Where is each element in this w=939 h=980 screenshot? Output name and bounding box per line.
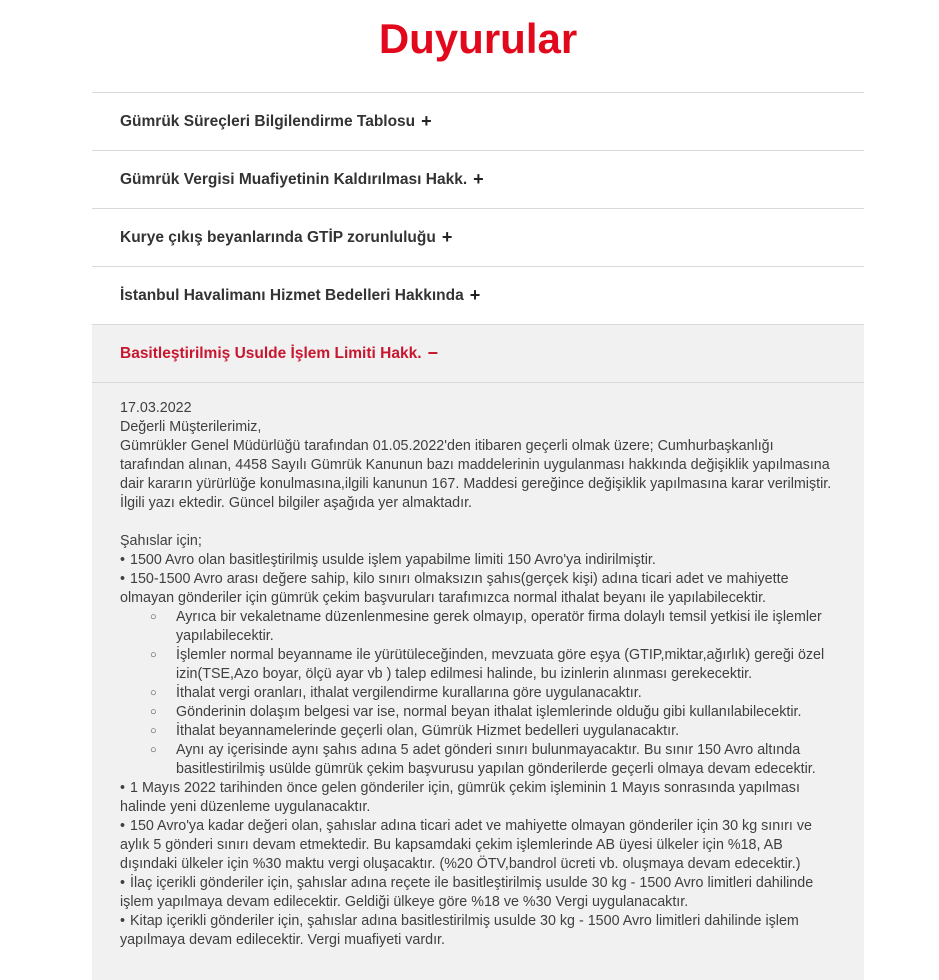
- plus-icon: +: [421, 111, 432, 131]
- accordion-item-basitlestirilmis-usul[interactable]: [92, 324, 864, 382]
- minus-icon: −: [427, 343, 439, 363]
- circle-bullet-marker: ○: [150, 744, 157, 756]
- announcement-date: 17.03.2022: [120, 400, 192, 416]
- bullet-marker: •: [120, 780, 126, 796]
- sub-bullet-text: İthalat beyannamelerinde geçerli olan, Gümrük Hizmet bedelleri uygulanacaktır.: [176, 723, 680, 739]
- plus-icon: +: [469, 285, 481, 305]
- sub-bullet-text: İşlemler normal beyanname ile yürütüleceğinden, mevzuata göre eşya (GTIP,miktar,ağırlık) gereği özel izin(TSE,Azo boyar, ölçü ayar vb ) talep edilmesi halinde, bu izinlerin alınması gerekecektir.: [176, 647, 825, 682]
- announcement-intro: Gümrükler Genel Müdürlüğü tarafından 01.05.2022'den itibaren geçerli olmak üzere; Cumhurbaşkanlığı tarafından alınan, 4458 Sayılı Gümrük Kanunun bazı maddelerinin uygulanması hakkında değişiklik yapılmasına dair kararın yürürlüğe konulmasına,ilgili kanunun 167. Maddesi gereğince değişiklik yapılmasına karar verilmiştir. İlgili yazı ektedir. Güncel bilgiler aşağıda yer almaktadır.: [120, 438, 832, 511]
- bullet-item: [120, 912, 836, 950]
- circle-bullet-marker: ○: [150, 611, 157, 623]
- plus-icon: +: [473, 169, 484, 189]
- circle-bullet-marker: ○: [150, 687, 157, 699]
- accordion-item-istanbul-havalimani[interactable]: [92, 266, 864, 324]
- spacer: [120, 513, 836, 532]
- plus-icon: +: [441, 227, 453, 247]
- accordion-item-gumruk-surecleri[interactable]: [92, 92, 864, 150]
- bullet-marker: •: [120, 571, 126, 587]
- sub-bullet-text: İthalat vergi oranları, ithalat vergilendirme kurallarına göre uygulanacaktır.: [176, 685, 642, 701]
- bullet-text: 150-1500 Avro arası değere sahip, kilo sınırı olmaksızın şahıs(gerçek kişi) adına ticari adet ve mahiyette olmayan gönderiler için gümrük çekim başvuruları tarafımızca normal ithalat beyanı ile yapılabilecektir.: [120, 571, 789, 606]
- sub-bullet-text: Aynı ay içerisinde aynı şahıs adına 5 adet gönderi sınırı bulunmayacaktır. Bu sınır 150 Avro altında basitlestirilmiş usülde gümrük çekim başvurusu yapılan gönderilerde geçerli olmaya devam edecektir.: [176, 742, 816, 777]
- bullet-marker: •: [120, 913, 126, 929]
- accordion-item-label: İstanbul Havalimanı Hizmet Bedelleri Hakkında: [120, 287, 464, 304]
- bullet-item: [120, 551, 836, 570]
- sub-bullet-item: [150, 608, 836, 646]
- bullet-item: [120, 817, 836, 874]
- bullet-item: [120, 570, 836, 608]
- bullet-item: [120, 874, 836, 912]
- bullet-text: 150 Avro'ya kadar değeri olan, şahıslar adına ticari adet ve mahiyette olmayan gönderiler için 30 kg sınırı ve aylık 5 gönderi sınırı devam etmektedir. Bu kapsamdaki çekim işlemlerinde AB üyesi ülkeler için %18, AB dışındaki ülkeler için %30 maktu vergi oluşacaktır. (%20 ÖTV,bandrol ücreti vb. oluşmaya devam edecektir.): [120, 818, 812, 872]
- sub-bullet-text: Gönderinin dolaşım belgesi var ise, normal beyan ithalat işlemlerinde olduğu gibi kullanılabilecektir.: [176, 704, 802, 720]
- sub-bullet-item: [150, 684, 836, 703]
- bullet-text: Kitap içerikli gönderiler için, şahıslar adına basitlestirilmiş usulde 30 kg - 1500 Avro limitleri dahilinde işlem yapılmaya devam edilecektir. Vergi muafiyeti vardır.: [120, 913, 799, 948]
- page-title: Duyurular: [378, 15, 578, 62]
- bullet-marker: •: [120, 552, 126, 568]
- accordion-item-label: Kurye çıkış beyanlarında GTİP zorunluluğu: [120, 229, 436, 246]
- sub-bullet-text: Ayrıca bir vekaletname düzenlenmesine gerek olmayıp, operatör firma dolaylı temsil yetkisi ile işlemler yapılabilecektir.: [176, 609, 822, 644]
- announcement-greeting: Değerli Müşterilerimiz,: [120, 419, 262, 435]
- accordion-item-gumruk-vergisi[interactable]: [92, 150, 864, 208]
- bullet-item: [120, 779, 836, 817]
- accordion-item-label: Basitleştirilmiş Usulde İşlem Limiti Hakk.: [120, 345, 422, 362]
- sub-bullet-list: [150, 608, 836, 779]
- bullet-text: 1500 Avro olan basitleştirilmiş usulde işlem yapabilme limiti 150 Avro'ya indirilmiştir.: [130, 552, 656, 568]
- bullet-marker: •: [120, 875, 126, 891]
- announcements-accordion: [92, 92, 864, 980]
- bullet-text: İlaç içerikli gönderiler için, şahıslar adına reçete ile basitleştirilmiş usulde 30 kg - 1500 Avro limitleri dahilinde işlem yapılmaya devam edilecektir. Geldiği ülkeye göre %18 ve %30 Vergi uygulanacaktır.: [120, 875, 814, 910]
- sub-bullet-item: [150, 703, 836, 722]
- accordion-item-kurye-cikis[interactable]: [92, 208, 864, 266]
- sub-bullet-item: [150, 741, 836, 779]
- accordion-item-label: Gümrük Süreçleri Bilgilendirme Tablosu: [120, 113, 416, 130]
- circle-bullet-marker: ○: [150, 725, 157, 737]
- circle-bullet-marker: ○: [150, 649, 157, 661]
- accordion-item-label: Gümrük Vergisi Muafiyetinin Kaldırılması Hakk.: [120, 171, 468, 188]
- bullet-text: 1 Mayıs 2022 tarihinden önce gelen gönderiler için, gümrük çekim işleminin 1 Mayıs sonrasında yapılması halinde yeni düzenleme uygulanacaktır.: [120, 780, 800, 815]
- bullet-marker: •: [120, 818, 126, 834]
- section-heading: Şahıslar için;: [120, 533, 202, 549]
- circle-bullet-marker: ○: [150, 706, 157, 718]
- sub-bullet-item: [150, 646, 836, 684]
- announcement-panel: [92, 382, 864, 980]
- sub-bullet-item: [150, 722, 836, 741]
